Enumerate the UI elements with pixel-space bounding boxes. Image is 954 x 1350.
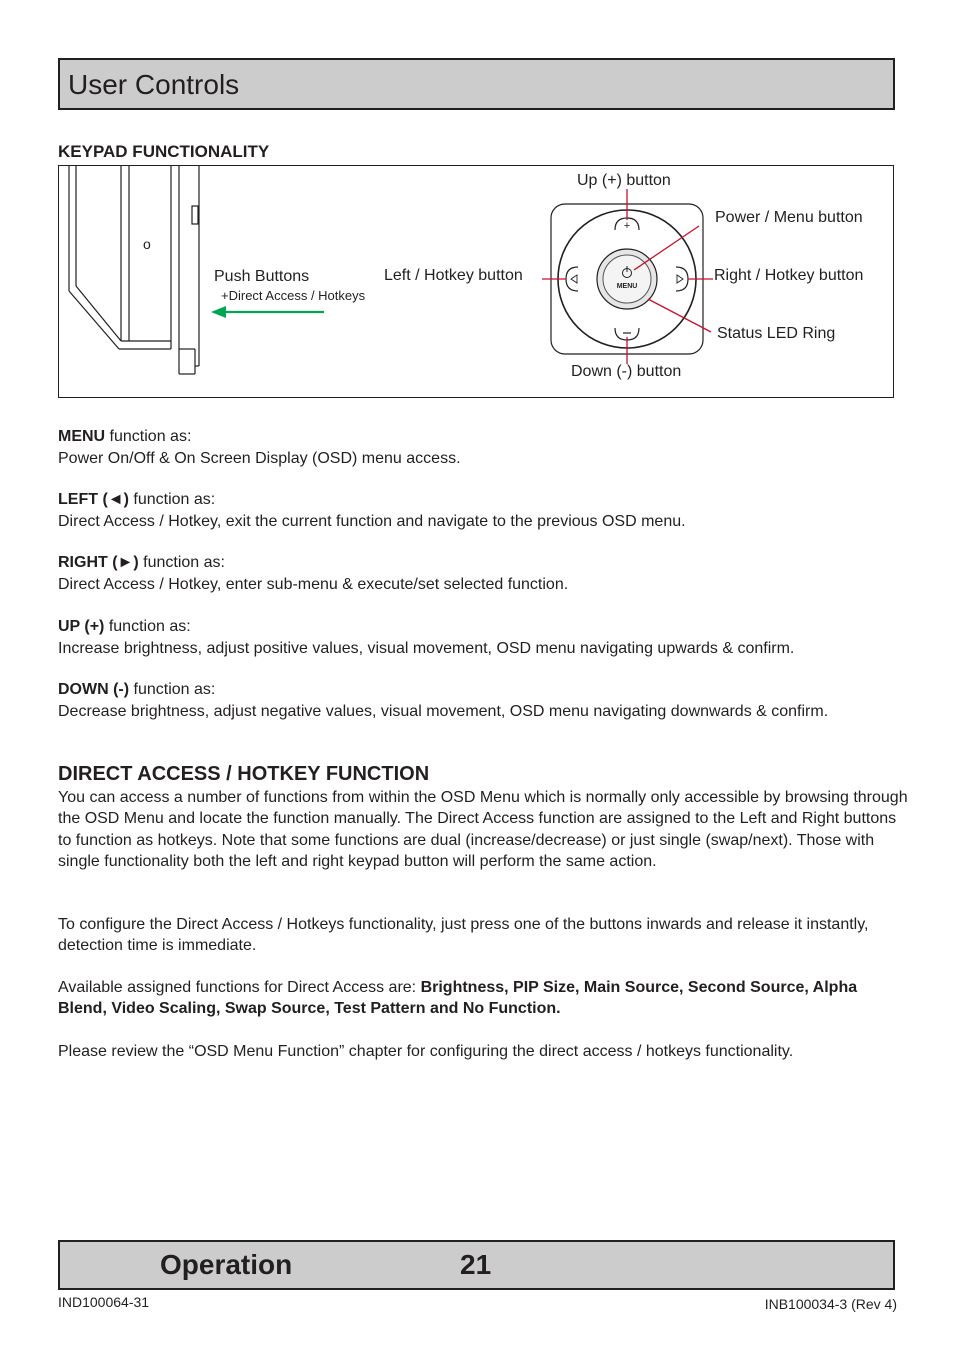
function-up	[58, 616, 794, 660]
page-section-title: User Controls	[68, 69, 240, 100]
function-key: UP (+)	[58, 618, 105, 635]
header-bar	[58, 58, 895, 110]
label-power-menu-button: Power / Menu button	[715, 209, 863, 226]
function-left	[58, 489, 686, 533]
label-status-led: Status LED Ring	[717, 325, 836, 342]
label-direct-access: +Direct Access / Hotkeys	[221, 288, 366, 303]
direct-access-para-1: You can access a number of functions from within the OSD Menu which is normally only accessible by browsing through the OSD Menu and locate the function manually. The Direct Access function are assigned to the Left and Right buttons to function as hotkeys. Note that some functions are dual (increase/decrease) or just single (swap/next). Those with single functionality both the left and right keypad button will perform the same action.	[58, 789, 908, 870]
menu-button-text: MENU	[616, 283, 638, 290]
keypad-graphic	[551, 204, 703, 354]
monitor-side-view	[69, 166, 199, 374]
function-key: LEFT (◄)	[58, 491, 129, 508]
svg-text:+: +	[623, 220, 631, 232]
direct-access-para-4: Please review the “OSD Menu Function” chapter for configuring the direct access / hotkeys functionality.	[58, 1043, 794, 1060]
label-down-button: Down (-) button	[571, 363, 682, 380]
function-key: RIGHT (►)	[58, 554, 139, 571]
function-menu	[58, 426, 461, 470]
function-desc: Direct Access / Hotkey, exit the current function and navigate to the previous OSD menu.	[58, 513, 686, 530]
function-suffix: function as:	[129, 681, 216, 698]
doc-code-left: IND100064-31	[58, 1294, 150, 1310]
function-desc: Increase brightness, adjust positive values, visual movement, OSD menu navigating upwards & confirm.	[58, 640, 795, 657]
function-suffix: function as:	[104, 618, 191, 635]
function-desc: Direct Access / Hotkey, enter sub-menu & execute/set selected function.	[58, 576, 569, 593]
footer-chapter-title: Operation	[160, 1249, 293, 1280]
label-left-button: Left / Hotkey button	[384, 267, 523, 284]
label-up-button: Up (+) button	[577, 172, 671, 189]
keypad-heading: KEYPAD FUNCTIONALITY	[58, 142, 270, 161]
function-desc: Power On/Off & On Screen Display (OSD) menu access.	[58, 450, 461, 467]
page-number: 21	[460, 1249, 492, 1280]
label-push-buttons: Push Buttons	[214, 268, 310, 285]
function-suffix: function as:	[128, 491, 216, 508]
para3-intro: Available assigned functions for Direct Access are:	[58, 979, 421, 996]
function-suffix: function as:	[138, 554, 225, 571]
side-mark: o	[143, 236, 151, 252]
push-arrow-head	[211, 306, 226, 318]
keypad-figure	[58, 165, 894, 398]
direct-access-heading: DIRECT ACCESS / HOTKEY FUNCTION	[58, 763, 430, 785]
function-key: DOWN (-)	[58, 681, 130, 698]
direct-access-para-2: To configure the Direct Access / Hotkeys functionality, just press one of the buttons inwards and release it instantly, detection time is immediate.	[58, 916, 869, 955]
function-right	[58, 552, 568, 596]
label-right-button: Right / Hotkey button	[714, 267, 864, 284]
para3-functions: Brightness, PIP Size, Main Source, Second Source, Alpha Blend, Video Scaling, Swap Source, Test Pattern and No Function.	[58, 979, 858, 1018]
function-suffix: function as:	[105, 428, 192, 445]
function-desc: Decrease brightness, adjust negative values, visual movement, OSD menu navigating downwards & confirm.	[58, 703, 829, 720]
function-down	[58, 679, 828, 723]
function-key: MENU	[58, 428, 106, 445]
doc-code-right: INB100034-3 (Rev 4)	[764, 1296, 897, 1312]
footer-bar	[58, 1240, 895, 1290]
direct-access-para-3	[58, 977, 908, 1020]
